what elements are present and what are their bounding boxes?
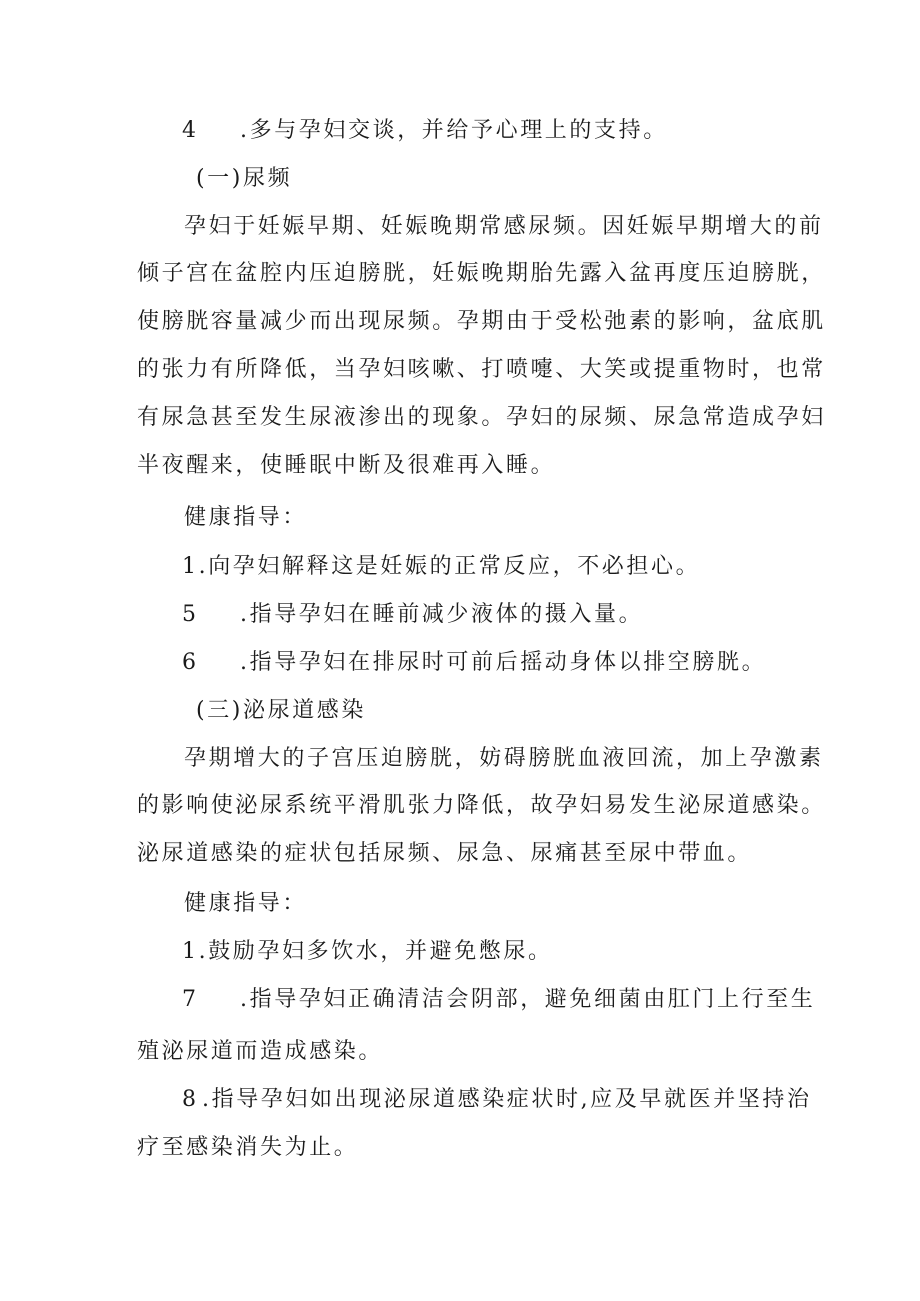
- list-item-1: 1.向孕妇解释这是妊娠的正常反应，不必担心。: [182, 554, 701, 579]
- list-number: 5: [182, 602, 196, 627]
- paragraph-line: 孕期增大的子宫压迫膀胱，妨碍膀胱血液回流，加上孕激素: [184, 746, 824, 771]
- paragraph-line: 使膀胱容量减少而出现尿频。孕期由于受松弛素的影响，盆底肌: [137, 309, 826, 334]
- health-guidance-heading: 健康指导：: [184, 891, 308, 916]
- list-item-8: [182, 1085, 842, 1115]
- list-item-7: [182, 985, 842, 1015]
- list-item-6: [182, 648, 842, 678]
- section-heading-uti: (三)泌尿道感染: [196, 698, 366, 723]
- list-text: .指导孕妇正确清洁会阴部，避免细菌由肛门上行至生: [240, 987, 816, 1012]
- list-text: .指导孕妇如出现泌尿道感染症状时,应及早就医并坚持治: [202, 1087, 812, 1112]
- paragraph-line: 孕妇于妊娠早期、妊娠晚期常感尿频。因妊娠早期增大的前: [184, 214, 824, 239]
- list-item-1: 1.鼓励孕妇多饮水，并避免憋尿。: [182, 939, 553, 964]
- list-item-4: [182, 116, 842, 146]
- paragraph-line: 疗至感染消失为止。: [137, 1135, 359, 1160]
- paragraph-line: 倾子宫在盆腔内压迫膀胱，妊娠晚期胎先露入盆再度压迫膀胱，: [137, 261, 826, 286]
- list-number: 8: [182, 1087, 196, 1112]
- list-text: .多与孕妇交谈，并给予心理上的支持。: [240, 118, 668, 143]
- paragraph-line: 半夜醒来，使睡眠中断及很难再入睡。: [137, 453, 556, 478]
- list-item-5: [182, 600, 842, 630]
- list-number: 6: [182, 650, 196, 675]
- paragraph-line: 的影响使泌尿系统平滑肌张力降低，故孕妇易发生泌尿道感染。: [137, 793, 826, 818]
- health-guidance-heading: 健康指导：: [184, 505, 308, 530]
- paragraph-line: 有尿急甚至发生尿液渗出的现象。孕妇的尿频、尿急常造成孕妇: [137, 405, 826, 430]
- list-number: 4: [182, 118, 196, 143]
- list-number: 7: [182, 987, 196, 1012]
- list-text: .指导孕妇在排尿时可前后摇动身体以排空膀胱。: [240, 650, 767, 675]
- paragraph-line: 殖泌尿道而造成感染。: [137, 1039, 384, 1064]
- paragraph-line: 的张力有所降低，当孕妇咳嗽、打喷嚏、大笑或提重物时，也常: [137, 357, 826, 382]
- list-text: .指导孕妇在睡前减少液体的摄入量。: [240, 602, 644, 627]
- paragraph-line: 泌尿道感染的症状包括尿频、尿急、尿痛甚至尿中带血。: [137, 841, 753, 866]
- section-heading-frequency: (一)尿频: [196, 166, 293, 191]
